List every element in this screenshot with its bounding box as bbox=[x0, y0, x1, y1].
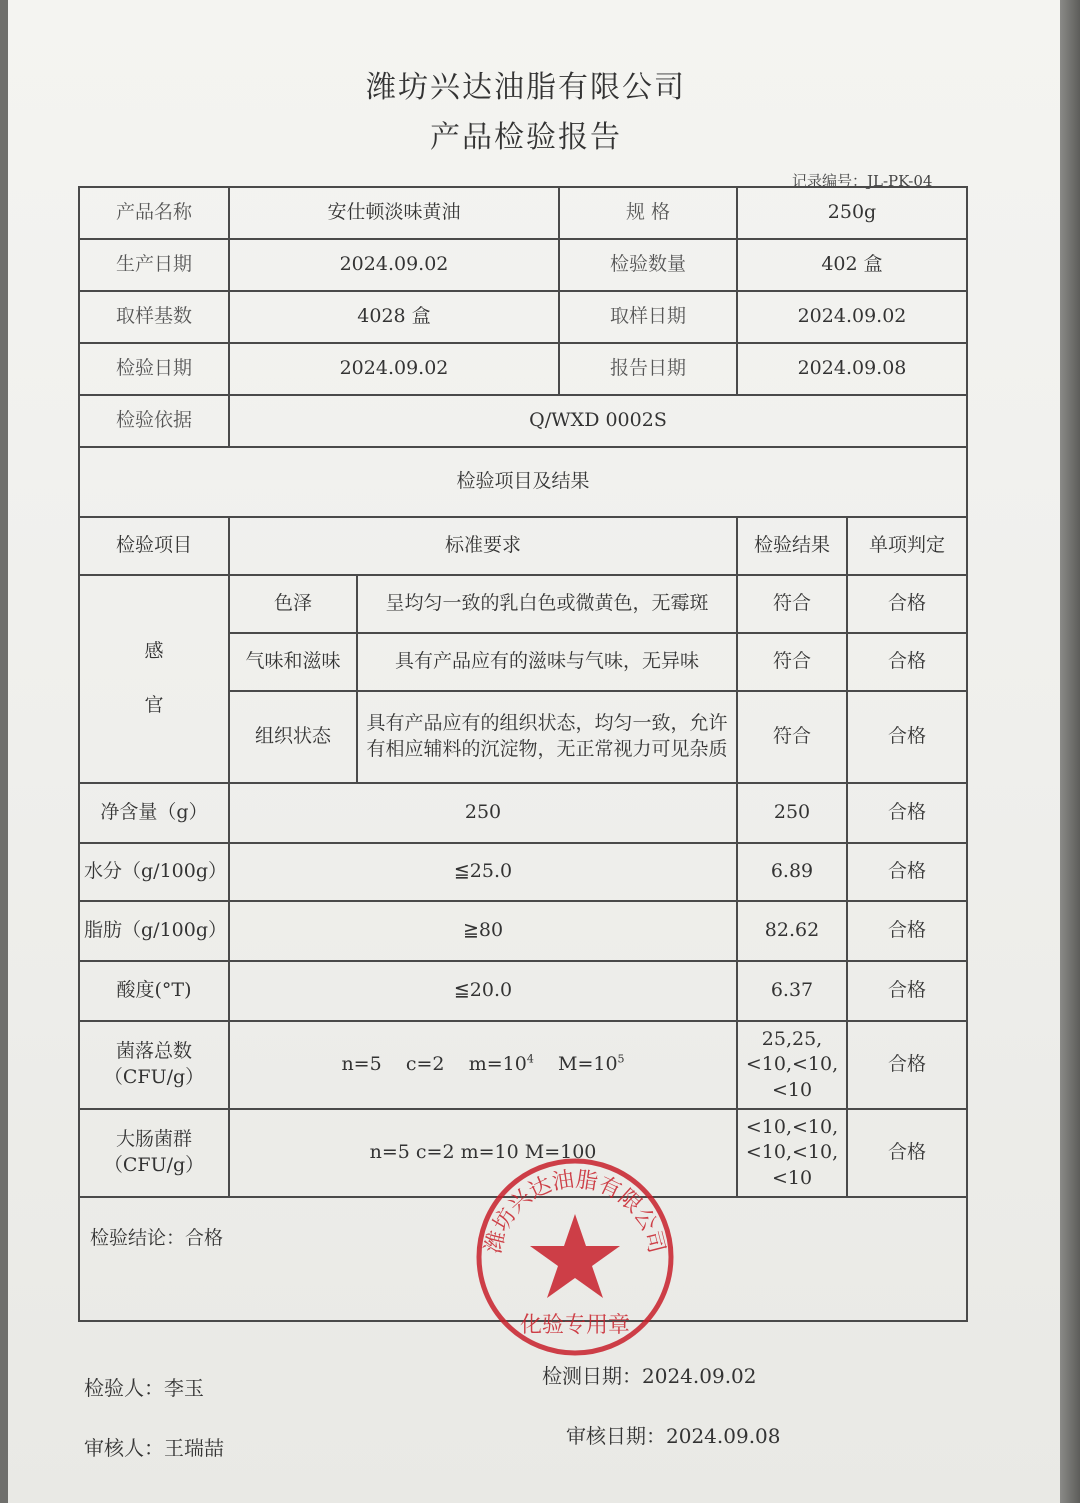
info-row bbox=[79, 343, 967, 395]
test-date: 2024.09.02 bbox=[229, 343, 559, 395]
sensory-result: 符合 bbox=[737, 691, 847, 783]
sensory-item: 气味和滋味 bbox=[229, 633, 357, 691]
prod-date-label: 生产日期 bbox=[79, 239, 229, 291]
item-judgement: 合格 bbox=[847, 783, 967, 843]
item-name: 大肠菌群（CFU/g） bbox=[79, 1109, 229, 1197]
item-result: <10,<10,<10,<10,<10 bbox=[737, 1109, 847, 1197]
section-title: 检验项目及结果 bbox=[79, 447, 967, 517]
table-row bbox=[79, 575, 967, 633]
section-title-row bbox=[79, 447, 967, 517]
table-row bbox=[79, 783, 967, 843]
header-result: 检验结果 bbox=[737, 517, 847, 575]
company-name: 潍坊兴达油脂有限公司 bbox=[366, 70, 686, 105]
sample-date-label: 取样日期 bbox=[559, 291, 737, 343]
test-date-footer: 检测日期：2024.09.02 bbox=[542, 1364, 757, 1388]
seal-text-top: 潍坊兴达油脂有限公司 bbox=[481, 1167, 669, 1256]
req-c: c=2 bbox=[405, 1053, 445, 1076]
item-judgement: 合格 bbox=[847, 901, 967, 961]
basis-value: Q/WXD 0002S bbox=[229, 395, 967, 447]
sensory-item: 组织状态 bbox=[229, 691, 357, 783]
company-seal bbox=[470, 1152, 680, 1362]
reviewer: 审核人：王瑞喆 bbox=[84, 1436, 224, 1460]
product-name-label: 产品名称 bbox=[79, 187, 229, 239]
sensory-judgement: 合格 bbox=[847, 575, 967, 633]
product-name: 安仕顿淡味黄油 bbox=[229, 187, 559, 239]
sensory-label-line2: 官 bbox=[144, 694, 164, 716]
qty-value: 402 盒 bbox=[737, 239, 967, 291]
info-row bbox=[79, 187, 967, 239]
item-judgement: 合格 bbox=[847, 1109, 967, 1197]
report-date: 2024.09.08 bbox=[737, 343, 967, 395]
item-result: 6.37 bbox=[737, 961, 847, 1021]
sample-date: 2024.09.02 bbox=[737, 291, 967, 343]
req-m-exponent: 4 bbox=[526, 1052, 534, 1066]
conclusion: 检验结论：合格 bbox=[79, 1197, 967, 1321]
req-M: M=10 bbox=[557, 1053, 618, 1076]
item-name: 脂肪（g/100g） bbox=[79, 901, 229, 961]
sensory-requirement: 具有产品应有的组织状态，均匀一致，允许有相应辅料的沉淀物，无正常视力可见杂质 bbox=[357, 691, 737, 783]
sensory-judgement: 合格 bbox=[847, 691, 967, 783]
item-result: 25,25,<10,<10,<10 bbox=[737, 1021, 847, 1109]
item-name: 净含量（g） bbox=[79, 783, 229, 843]
sensory-requirement: 呈均匀一致的乳白色或微黄色，无霉斑 bbox=[357, 575, 737, 633]
header-requirement: 标准要求 bbox=[229, 517, 737, 575]
header-item: 检验项目 bbox=[79, 517, 229, 575]
spec-value: 250g bbox=[737, 187, 967, 239]
spec-label: 规 格 bbox=[559, 187, 737, 239]
item-name: 酸度(°T) bbox=[79, 961, 229, 1021]
item-requirement: n=5 c=2 m=10 M=100 bbox=[229, 1109, 737, 1197]
sample-base: 4028 盒 bbox=[229, 291, 559, 343]
seal-text-bottom: 化验专用章 bbox=[519, 1313, 631, 1338]
table-row bbox=[79, 901, 967, 961]
info-row bbox=[79, 239, 967, 291]
item-result: 6.89 bbox=[737, 843, 847, 901]
sensory-judgement: 合格 bbox=[847, 633, 967, 691]
item-judgement: 合格 bbox=[847, 843, 967, 901]
basis-label: 检验依据 bbox=[79, 395, 229, 447]
report-date-label: 报告日期 bbox=[559, 343, 737, 395]
sample-base-label: 取样基数 bbox=[79, 291, 229, 343]
item-name: 水分（g/100g） bbox=[79, 843, 229, 901]
item-requirement: 250 bbox=[229, 783, 737, 843]
table-row bbox=[79, 961, 967, 1021]
item-requirement: ≧80 bbox=[229, 901, 737, 961]
qty-label: 检验数量 bbox=[559, 239, 737, 291]
sensory-result: 符合 bbox=[737, 575, 847, 633]
item-requirement: ≦25.0 bbox=[229, 843, 737, 901]
prod-date: 2024.09.02 bbox=[229, 239, 559, 291]
req-M-exponent: 5 bbox=[617, 1052, 625, 1066]
req-n: n=5 bbox=[341, 1053, 382, 1076]
item-requirement: ≦20.0 bbox=[229, 961, 737, 1021]
item-result: 82.62 bbox=[737, 901, 847, 961]
inspector: 检验人：李玉 bbox=[84, 1376, 204, 1400]
table-row bbox=[79, 1021, 967, 1109]
item-judgement: 合格 bbox=[847, 1021, 967, 1109]
info-row bbox=[79, 291, 967, 343]
seal-star-icon bbox=[530, 1214, 620, 1298]
results-header-row bbox=[79, 517, 967, 575]
sensory-label-line1: 感 bbox=[144, 640, 164, 663]
header-judgement: 单项判定 bbox=[847, 517, 967, 575]
review-date-footer: 审核日期：2024.09.08 bbox=[566, 1424, 781, 1448]
report-title: 产品检验报告 bbox=[430, 120, 622, 155]
req-m: m=10 bbox=[468, 1053, 527, 1076]
item-name: 菌落总数（CFU/g） bbox=[79, 1021, 229, 1109]
item-result: 250 bbox=[737, 783, 847, 843]
item-requirement bbox=[229, 1021, 737, 1109]
table-row bbox=[79, 843, 967, 901]
record-number: 记录编号：JL-PK-04 bbox=[792, 172, 933, 190]
test-date-label: 检验日期 bbox=[79, 343, 229, 395]
sensory-label bbox=[79, 575, 229, 783]
sensory-item: 色泽 bbox=[229, 575, 357, 633]
background-edge bbox=[1060, 0, 1080, 1503]
sensory-result: 符合 bbox=[737, 633, 847, 691]
item-judgement: 合格 bbox=[847, 961, 967, 1021]
info-row bbox=[79, 395, 967, 447]
sensory-requirement: 具有产品应有的滋味与气味，无异味 bbox=[357, 633, 737, 691]
